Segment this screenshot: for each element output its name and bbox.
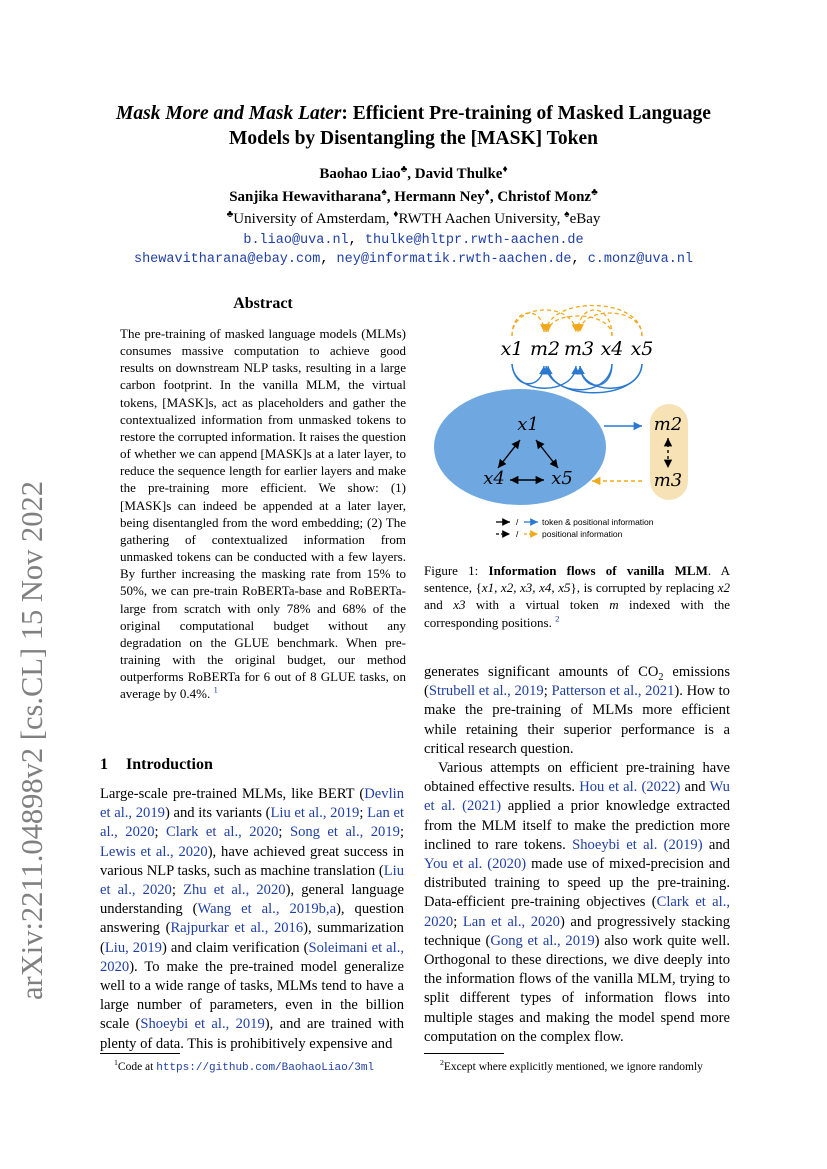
citation-link[interactable]: Strubell et al., 2019 [428, 683, 544, 700]
citation-link[interactable]: Song et al., 2019 [289, 824, 400, 841]
author-name: Sanjika Hewavitharana [229, 189, 382, 205]
cluster-token: x1 [517, 414, 539, 435]
citation-link[interactable]: Liu et al., 2019 [270, 805, 360, 822]
footnote-ref[interactable]: 1 [213, 684, 218, 695]
caption-text: with a virtual token [465, 597, 610, 613]
email-line-2 [100, 249, 727, 270]
arxiv-identifier: arXiv:2211.04898v2 [cs.CL] 15 Nov 2022 [15, 480, 49, 1000]
author-line-1: Baohao Liao♣, David Thulke♦ [319, 164, 508, 182]
caption-math: x2 [717, 580, 730, 596]
club-mark: ♣ [400, 164, 408, 175]
code-url-link[interactable]: https://github.com/BaohaoLiao/3ml [156, 1062, 375, 1074]
paper-title [100, 101, 727, 151]
author-name: Christof Monz [497, 189, 592, 205]
author-name: Baohao Liao [319, 166, 401, 182]
caption-label: Figure 1: [424, 563, 479, 578]
text: generates significant amounts of CO [424, 664, 659, 680]
title-line2: Models by Disentangling the [MASK] Token [229, 128, 598, 149]
citation-link[interactable]: Lan et al., 2020 [462, 913, 560, 930]
text: applied a prior knowledge extracted from the MLM itself to make the prediction more inclined to rare tokens. [424, 798, 730, 853]
citation-link[interactable]: Wang et al., 2019b,a [197, 901, 337, 918]
token-flow-arcs [512, 364, 642, 393]
text: ; [278, 824, 290, 841]
legend-label: token & positional information [542, 517, 654, 527]
positional-flow-arcs [512, 305, 642, 336]
caption-text: . A sentence, { [424, 563, 730, 596]
text: ; [453, 913, 463, 930]
diamond-mark: ♦ [484, 187, 490, 198]
caption-math: x3 [453, 597, 466, 613]
section-number: 1 [100, 756, 108, 773]
email-link[interactable]: b.liao@uva.nl [243, 233, 349, 248]
text: emissions ( [424, 664, 730, 700]
club-mark: ♣ [591, 187, 598, 198]
citation-link[interactable]: Shoeybi et al. (2019) [572, 836, 703, 853]
cluster-token: m3 [653, 470, 683, 491]
text: ; [399, 824, 404, 841]
text: ) and claim verification ( [161, 939, 309, 956]
citation-link[interactable]: You et al. (2020) [424, 856, 527, 873]
footnote-mark: 1 [114, 1058, 118, 1068]
footnote-ref[interactable]: 2 [555, 613, 560, 624]
text: ) and progressively stacking technique ( [424, 913, 730, 949]
top-token: x5 [630, 338, 654, 360]
footnote-text: Except where explicitly mentioned, we ignore randomly [443, 1061, 703, 1073]
abstract-body [120, 325, 406, 702]
caption-text: indexed with the corresponding positions. [424, 597, 730, 630]
paragraph [424, 759, 730, 1047]
email-link[interactable]: shewavitharana@ebay.com [133, 252, 321, 267]
figure-legend [496, 517, 654, 539]
intro-left-paragraph [100, 785, 404, 1054]
citation-link[interactable]: Shoeybi et al., 2019 [140, 1016, 265, 1033]
spade-mark: ♠ [564, 209, 570, 220]
caption-text: }, is corrupted by replacing [570, 580, 718, 596]
citation-link[interactable]: Lan et al., 2020 [100, 805, 405, 841]
abstract-heading: Abstract [233, 295, 293, 312]
intro-right-column [424, 663, 730, 1047]
citation-link[interactable]: Zhu et al., 2020 [183, 882, 286, 899]
footnote-rule [424, 1053, 504, 1054]
citation-link[interactable]: Gong et al., 2019 [490, 932, 595, 949]
diamond-mark: ♦ [393, 209, 399, 220]
cluster-token: x5 [551, 468, 573, 489]
unmasked-token-cluster [434, 389, 606, 505]
citation-link[interactable]: Patterson et al., 2021 [551, 683, 675, 700]
text: ), have achieved great success in various NLP tasks, such as machine translation ( [100, 843, 404, 879]
top-token: m3 [563, 338, 595, 360]
footnote-rule [100, 1053, 180, 1054]
text: ). How to make the pre-training of MLMs more efficient while retaining their superior performance is a critical research question. [424, 683, 730, 757]
citation-link[interactable]: Devlin et al., 2019 [100, 786, 404, 822]
abstract-text: The pre-training of masked language models (MLMs) consumes massive computation to achieve good results on downstream NLP tasks, resulting in a large carbon footprint. In the vanilla MLM, the virtual tokens, [MASK]s, act as placeholders and gather the contextualized information from unmasked tokens to restore the corrupted information. It raises the question of whether we can append [MASK]s at a later layer, to reduce the sequence length for earlier layers and make the pre-training more efficient. We show: (1) [MASK]s can indeed be appended at a later layer, being disentangled from the word embedding; (2) The gathering of contextualized information from unmasked tokens can be conducted with a few layers. By further increasing the masking rate from 15% to 50%, we can pre-train RoBERTa-base and RoBERTa-large from scratch with only 78% and 68% of the original computational budget without any degradation on the GLUE benchmark. When pre-training with the original budget, our method outperforms RoBERTa for 6 out of 8 GLUE tasks, on average by 0.4%. [120, 326, 406, 702]
citation-link[interactable]: Lewis et al., 2020 [100, 843, 208, 860]
footnote-1 [114, 1060, 414, 1075]
affiliation-rwth: RWTH Aachen University, [398, 211, 561, 227]
affiliations [100, 209, 727, 229]
title-italic: Mask More and Mask Later [116, 103, 342, 124]
text: ). To make the pre-trained model generalize well to a wide range of tasks, MLMs tend to have a large number of parameters, even in the billion scale ( [100, 958, 404, 1033]
citation-link[interactable]: Hou et al. (2022) [579, 779, 681, 796]
citation-link[interactable]: Liu, 2019 [104, 939, 162, 956]
citation-link[interactable]: Soleimani et al., 2020 [100, 939, 404, 975]
figure-1-caption [424, 562, 730, 631]
caption-text: and [424, 597, 454, 613]
citation-link[interactable]: Liu et al., 2020 [100, 862, 404, 899]
legend-slash: / [516, 517, 519, 527]
legend-label: positional information [542, 529, 623, 539]
email-separator: , [320, 252, 329, 267]
author-name: Hermann Ney [394, 189, 485, 205]
text: ), general language understanding ( [100, 882, 404, 918]
text: ; [543, 683, 552, 700]
email-link[interactable]: c.monz@uva.nl [587, 252, 694, 267]
email-line-1 [100, 230, 727, 251]
cluster-token: x4 [483, 468, 505, 489]
text: ) also work quite well. Orthogonal to these directions, we dive deeply into the information flows of the vanilla MLM, trying to split different types of information flows into multiple stages and making the model spend more computation on the complex flow. [424, 932, 730, 1045]
citation-link[interactable]: Rajpurkar et al., 2016 [170, 920, 304, 937]
club-mark: ♣ [226, 209, 234, 220]
section-title: Introduction [126, 756, 213, 773]
spade-mark: ♠ [381, 187, 387, 198]
text: and [702, 836, 730, 853]
affiliation-uva: University of Amsterdam, [233, 211, 390, 227]
citation-link[interactable]: Clark et al., 2020 [424, 894, 730, 930]
text: ), summarization ( [100, 920, 404, 956]
citation-link[interactable]: Clark et al., 2020 [166, 824, 279, 841]
text: Various attempts on efficient pre-training have obtained effective results. [424, 760, 730, 796]
text: ) and its variants ( [164, 805, 271, 822]
caption-math: m [609, 597, 619, 613]
email-link[interactable]: thulke@hltpr.rwth-aachen.de [364, 233, 584, 248]
top-token: m2 [529, 338, 561, 360]
text: ; [171, 882, 184, 899]
text: made use of mixed-precision and distributed training to speed up the pre-training. Data-efficient pre-training objectives ( [424, 856, 730, 911]
email-separator: , [571, 252, 580, 267]
cluster-token: m2 [653, 414, 683, 435]
diamond-mark: ♦ [502, 164, 508, 175]
text: Large-scale pre-trained MLMs, like BERT ( [100, 786, 365, 802]
text: ), and are trained with plenty of data. This is prohibitively expensive and [100, 1016, 404, 1052]
footnote-text: Code at [117, 1061, 154, 1073]
author-line-2: Sanjika Hewavitharana♠, Hermann Ney♦, Christof Monz♣ [229, 187, 598, 205]
citation-link[interactable]: Wu et al. (2021) [424, 779, 730, 815]
subscript: 2 [658, 671, 664, 683]
caption-bold: Information flows of vanilla MLM [488, 563, 708, 578]
text: ; [154, 824, 167, 841]
text: ), question answering ( [100, 901, 404, 937]
top-token: x4 [600, 338, 624, 360]
text: ; [359, 805, 368, 822]
section-heading [100, 756, 231, 774]
paragraph [424, 663, 730, 759]
text: and [680, 779, 710, 796]
legend-slash: / [516, 529, 519, 539]
email-link[interactable]: ney@informatik.rwth-aachen.de [336, 252, 572, 267]
caption-math: x1, x2, x3, x4, x5 [481, 580, 571, 596]
affiliation-ebay: eBay [569, 211, 601, 227]
footnote-2 [440, 1060, 740, 1074]
title-rest: : Efficient Pre-training of Masked Language [341, 103, 711, 124]
footnote-mark: 2 [440, 1058, 444, 1068]
figure-1-diagram [424, 292, 730, 548]
email-separator: , [348, 233, 357, 248]
top-token: x1 [500, 338, 524, 360]
author-name: David Thulke [414, 166, 503, 182]
